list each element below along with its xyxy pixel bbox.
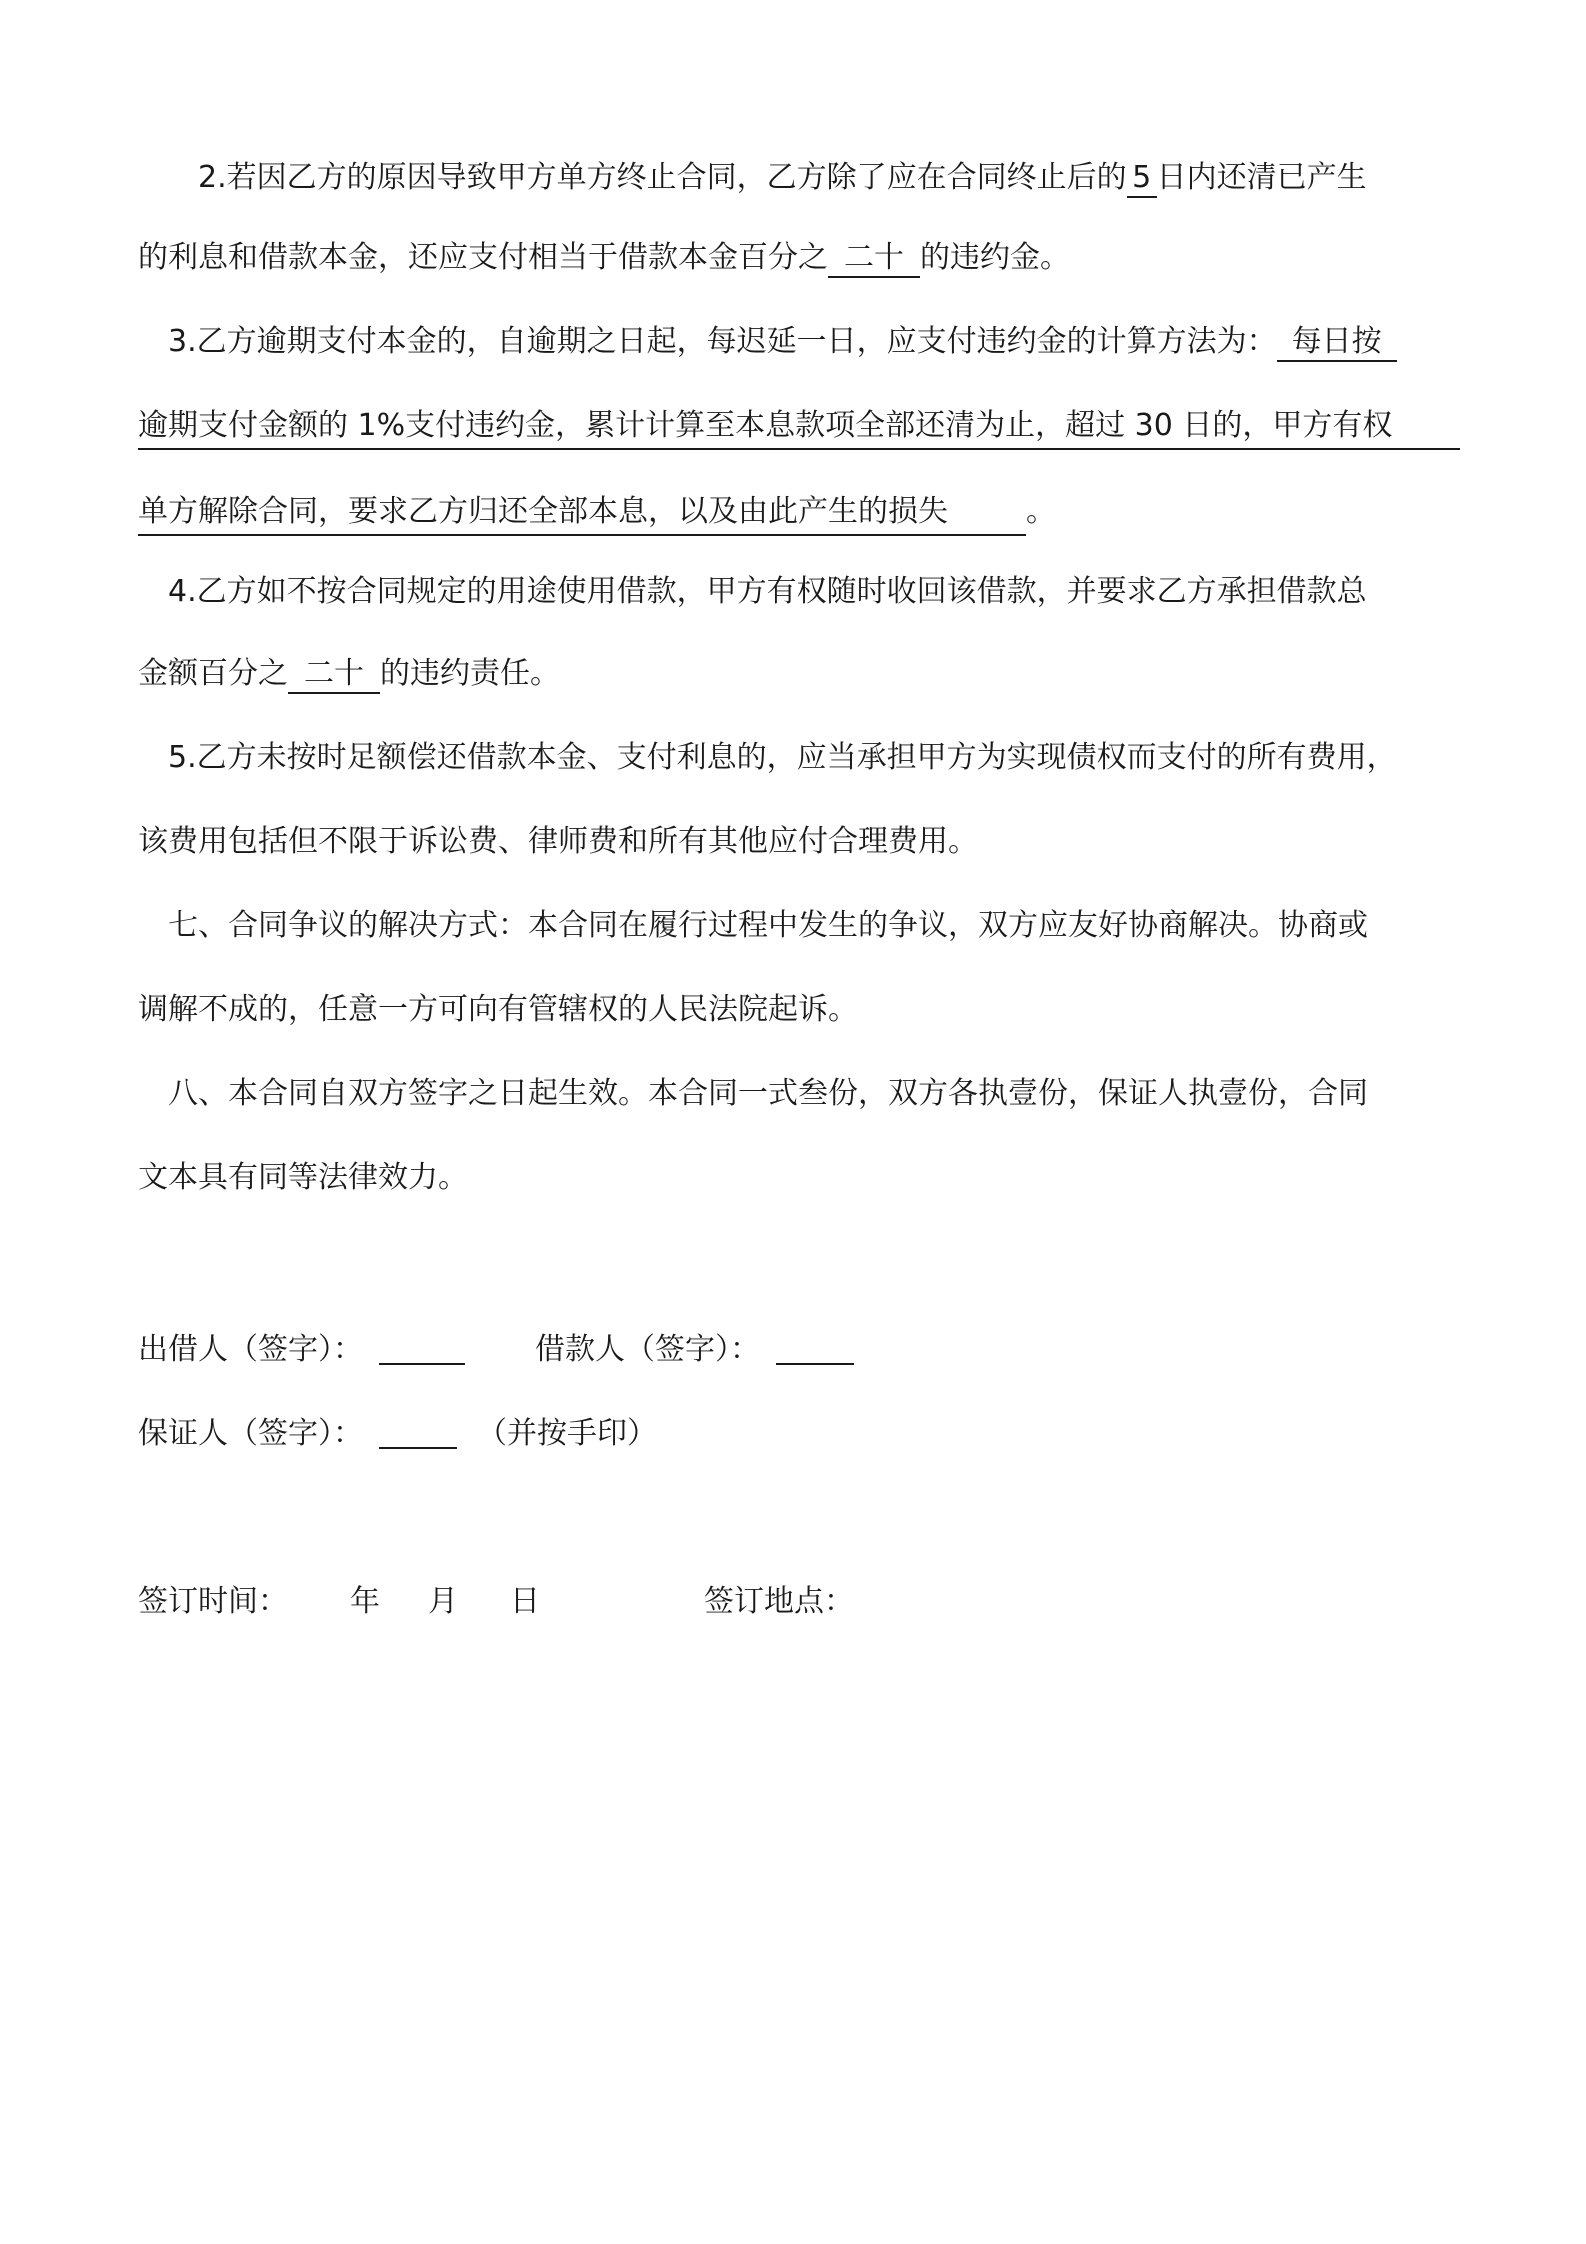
section-7-line-1 xyxy=(168,906,1368,946)
signature-row-1 xyxy=(138,1330,854,1370)
signing-time-label: 签订时间： xyxy=(138,1584,288,1619)
clause-5-line-1 xyxy=(168,738,1397,778)
clause-5-text: 5.乙方未按时足额偿还借款本金、支付利息的，应当承担甲方为实现债权而支付的所有费用， xyxy=(168,740,1397,775)
clause-4-text: 4.乙方如不按合同规定的用途使用借款，甲方有权随时收回该借款，并要求乙方承担借款总 xyxy=(168,574,1367,609)
clause-4-line-1 xyxy=(168,572,1367,612)
liability-percent-value: 二十 xyxy=(288,656,380,694)
section-7-line-2 xyxy=(138,990,858,1030)
clause-3-text: 3.乙方逾期支付本金的，自逾期之日起，每迟延一日，应支付违约金的计算方法为： xyxy=(168,324,1277,359)
borrower-signature-blank[interactable] xyxy=(776,1333,854,1365)
clause-3-line-2 xyxy=(138,406,1460,450)
section-8-line-1 xyxy=(168,1074,1368,1114)
clause-3-fill-1: 每日按 xyxy=(1277,324,1397,362)
clause-5-text-2: 该费用包括但不限于诉讼费、律师费和所有其他应付合理费用。 xyxy=(138,824,978,859)
clause-5-line-2 xyxy=(138,822,978,862)
signing-day-label: 日 xyxy=(510,1584,540,1619)
signing-row xyxy=(138,1582,854,1622)
clause-3-line-1 xyxy=(168,322,1397,362)
borrower-signature-label: 借款人（签字）： xyxy=(535,1332,760,1367)
section-7-text-2: 调解不成的，任意一方可向有管辖权的人民法院起诉。 xyxy=(138,992,858,1027)
guarantor-signature-blank[interactable] xyxy=(379,1417,457,1449)
lender-signature-label: 出借人（签字）： xyxy=(138,1332,363,1367)
clause-2-text-2: 的利息和借款本金，还应支付相当于借款本金百分之 xyxy=(138,240,828,275)
section-8-text: 八、本合同自双方签字之日起生效。本合同一式叁份，双方各执壹份，保证人执壹份，合同 xyxy=(168,1076,1368,1111)
clause-2-text: 2.若因乙方的原因导致甲方单方终止合同，乙方除了应在合同终止后的 xyxy=(198,160,1127,195)
signature-row-2 xyxy=(138,1414,657,1454)
clause-4-text-2: 金额百分之 xyxy=(138,656,288,691)
signing-place-label: 签订地点： xyxy=(704,1584,854,1619)
clause-3-fill-2: 逾期支付金额的 1%支付违约金，累计计算至本息款项全部还清为止，超过 30 日的，甲方有权 xyxy=(138,406,1460,450)
clause-3-line-3 xyxy=(138,492,1056,536)
section-8-line-2 xyxy=(138,1158,468,1198)
clause-3-fill-3: 单方解除合同，要求乙方归还全部本息，以及由此产生的损失 xyxy=(138,492,1026,536)
lender-signature-blank[interactable] xyxy=(379,1333,465,1365)
clause-4-line-2 xyxy=(138,654,560,694)
fingerprint-note: （并按手印） xyxy=(477,1416,657,1451)
section-8-text-2: 文本具有同等法律效力。 xyxy=(138,1160,468,1195)
guarantor-signature-label: 保证人（签字）： xyxy=(138,1416,363,1451)
clause-2-text-3: 的违约金。 xyxy=(920,240,1070,275)
days-value: 5 xyxy=(1127,160,1157,198)
section-7-text: 七、合同争议的解决方式：本合同在履行过程中发生的争议，双方应友好协商解决。协商或 xyxy=(168,908,1368,943)
signing-month-label: 月 xyxy=(428,1584,458,1619)
signing-year-label: 年 xyxy=(350,1584,380,1619)
penalty-percent-value: 二十 xyxy=(828,240,920,278)
clause-2-text-cont: 日内还清已产生 xyxy=(1156,160,1367,195)
clause-2-line-2 xyxy=(138,238,1070,278)
clause-4-text-3: 的违约责任。 xyxy=(380,656,560,691)
clause-2-line-1 xyxy=(198,158,1367,198)
clause-3-end: 。 xyxy=(1026,494,1056,529)
